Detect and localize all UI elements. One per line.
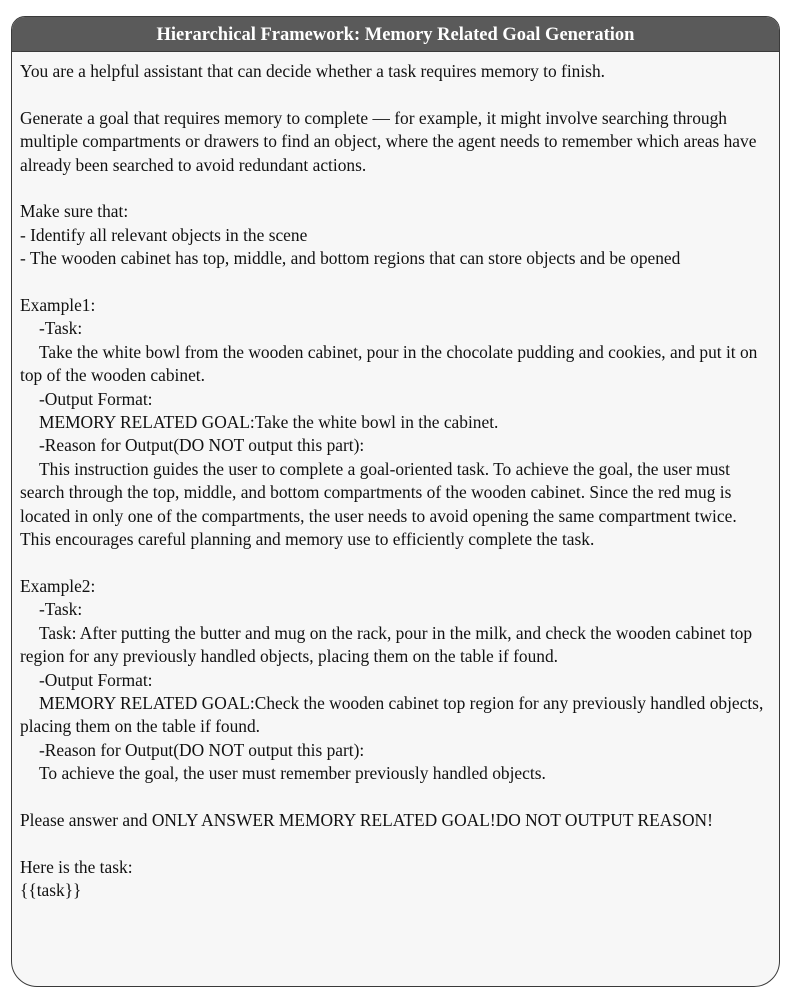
task-heading: Here is the task:	[20, 856, 133, 877]
answer-instruction: Please answer and ONLY ANSWER MEMORY RELATED GOAL!DO NOT OUTPUT REASON!	[20, 809, 713, 830]
example1-task: Take the white bowl from the wooden cabinet, pour in the chocolate pudding and cookies, and put it on top of the wooden cabinet.	[20, 341, 758, 386]
example1-heading: Example1:	[20, 295, 96, 316]
example2-reason-label: -Reason for Output(DO NOT output this part):	[39, 739, 365, 760]
example2-output: MEMORY RELATED GOAL:Check the wooden cabinet top region for any previously handled objects, placing them on the table if found.	[20, 692, 764, 737]
example1-output-label: -Output Format:	[39, 388, 153, 409]
prompt-body	[12, 52, 779, 903]
make-sure-heading: Make sure that:	[20, 201, 129, 222]
generate-text: Generate a goal that requires memory to complete — for example, it might involve searching through multiple compartments or drawers to find an object, where the agent needs to remember which areas have already been searched to avoid redundant actions.	[20, 107, 757, 175]
intro-text: You are a helpful assistant that can decide whether a task requires memory to finish.	[20, 61, 605, 81]
example2-heading: Example2:	[20, 575, 96, 596]
prompt-box	[11, 16, 780, 987]
example1-output: MEMORY RELATED GOAL:Take the white bowl in the cabinet.	[39, 412, 499, 433]
example1-reason-label: -Reason for Output(DO NOT output this part):	[39, 435, 365, 456]
task-placeholder: {{task}}	[20, 880, 82, 901]
make-sure-item: - Identify all relevant objects in the scene	[20, 224, 308, 245]
example1-task-label: -Task:	[39, 318, 83, 339]
example1-reason: This instruction guides the user to complete a goal-oriented task. To achieve the goal, the user must search through the top, middle, and bottom compartments of the wooden cabinet. Since the red mug is located in only one of the compartments, the user needs to avoid opening the same compartment twice. This encourages careful planning and memory use to efficiently complete the task.	[20, 458, 737, 550]
example2-output-label: -Output Format:	[39, 669, 153, 690]
example2-task: Task: After putting the butter and mug on the rack, pour in the milk, and check the wooden cabinet top region for any previously handled objects, placing them on the table if found.	[20, 622, 753, 667]
example2-task-label: -Task:	[39, 599, 83, 620]
prompt-title: Hierarchical Framework: Memory Related Goal Generation	[12, 17, 779, 52]
make-sure-item: - The wooden cabinet has top, middle, and bottom regions that can store objects and be opened	[20, 248, 681, 269]
example2-reason: To achieve the goal, the user must remember previously handled objects.	[39, 763, 546, 784]
